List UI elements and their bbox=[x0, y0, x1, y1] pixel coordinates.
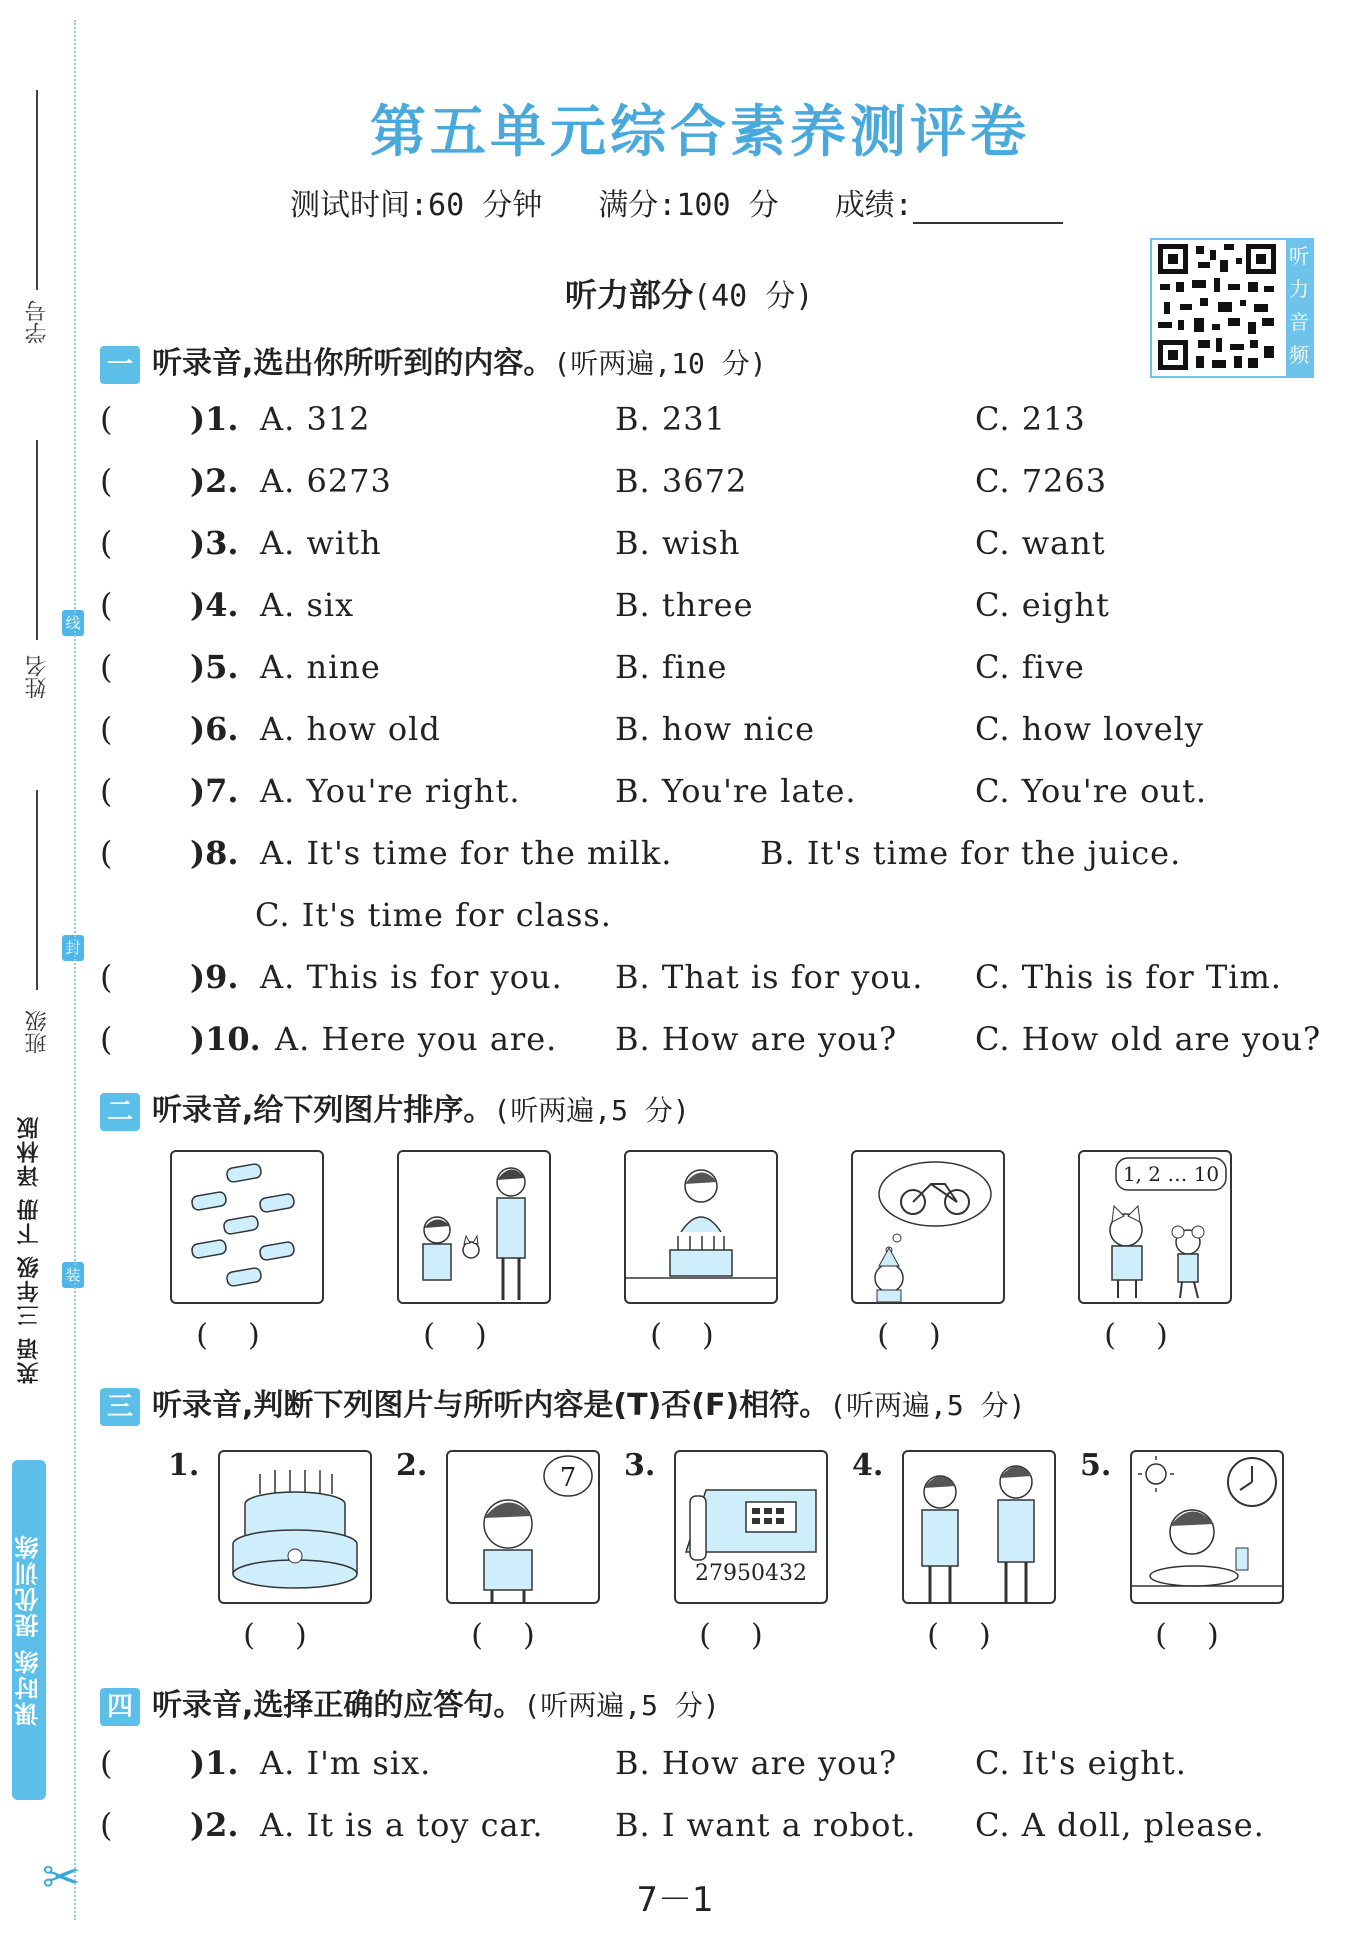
option-b: B. You're late. bbox=[615, 772, 857, 810]
section-2-heading bbox=[100, 1085, 690, 1131]
option-b: B. How are you? bbox=[615, 1744, 898, 1782]
section-4-badge: 四 bbox=[100, 1688, 140, 1726]
answer-parens[interactable]: () bbox=[196, 1318, 300, 1353]
line-tag: 线 bbox=[62, 610, 84, 636]
option-a: A. nine bbox=[260, 648, 381, 686]
book-info: 英语 三年级 下册 译林版 bbox=[17, 1115, 42, 1384]
scissors-icon: ✂ bbox=[42, 1850, 81, 1904]
page-number: 7－1 bbox=[636, 1880, 714, 1920]
section-1-title: 听录音,选出你所听到的内容。 bbox=[152, 346, 554, 381]
exam-info bbox=[290, 180, 1063, 224]
picture-telephone bbox=[674, 1450, 828, 1604]
option-a: A. with bbox=[260, 524, 382, 562]
cut-dotted-line bbox=[74, 20, 76, 1920]
answer-blank[interactable]: ( bbox=[100, 834, 113, 872]
page-title: 第五单元综合素养测评卷 bbox=[370, 99, 1030, 165]
question-number: )7. bbox=[190, 772, 239, 810]
option-a: A. I'm six. bbox=[260, 1744, 432, 1782]
answer-blank[interactable]: ( bbox=[100, 524, 113, 562]
answer-blank[interactable]: ( bbox=[100, 462, 113, 500]
answer-blank[interactable]: ( bbox=[100, 958, 113, 996]
answer-blank[interactable]: ( bbox=[100, 710, 113, 748]
student-no-line bbox=[36, 90, 38, 290]
question-number: )2. bbox=[190, 462, 239, 500]
option-a: A. It is a toy car. bbox=[260, 1806, 544, 1844]
listening-subtitle bbox=[565, 270, 813, 316]
section-3-note: (听两遍,5 分) bbox=[829, 1389, 1026, 1422]
student-no-label: 学号 bbox=[25, 300, 50, 344]
question-number: )8. bbox=[190, 834, 239, 872]
option-b: B. That is for you. bbox=[615, 958, 924, 996]
answer-parens[interactable]: () bbox=[1104, 1318, 1208, 1353]
test-time: 测试时间:60 分钟 bbox=[290, 188, 543, 223]
option-c: C. How old are you? bbox=[975, 1020, 1322, 1058]
section-3-title: 听录音,判断下列图片与所听内容是(T)否(F)相符。 bbox=[152, 1388, 830, 1423]
score-label: 成绩: bbox=[834, 188, 913, 223]
question-number: )4. bbox=[190, 586, 239, 624]
binding-margin bbox=[0, 0, 90, 1940]
option-b: B. how nice bbox=[615, 710, 815, 748]
answer-parens[interactable]: () bbox=[927, 1618, 1031, 1653]
brand-label: 课时练 提优训练 bbox=[12, 1460, 46, 1800]
section-4-note: (听两遍,5 分) bbox=[523, 1689, 720, 1722]
picture-boy-eating-clock bbox=[1130, 1450, 1284, 1604]
option-a: A. 6273 bbox=[260, 462, 392, 500]
answer-parens[interactable]: () bbox=[699, 1618, 803, 1653]
option-c: C. 213 bbox=[975, 400, 1086, 438]
name-line bbox=[36, 440, 38, 640]
option-c: C. This is for Tim. bbox=[975, 958, 1282, 996]
option-c: C. It's time for class. bbox=[255, 896, 612, 934]
option-c: C. 7263 bbox=[975, 462, 1108, 500]
answer-parens[interactable]: () bbox=[877, 1318, 981, 1353]
answer-blank[interactable]: ( bbox=[100, 1020, 113, 1058]
answer-blank[interactable]: ( bbox=[100, 1744, 113, 1782]
question-number: )6. bbox=[190, 710, 239, 748]
picture-number: 5. bbox=[1080, 1448, 1112, 1483]
option-b: B. wish bbox=[615, 524, 741, 562]
section-2-note: (听两遍,5 分) bbox=[493, 1094, 690, 1127]
listening-subtitle-points: (40 分) bbox=[693, 279, 814, 314]
full-score: 满分:100 分 bbox=[598, 188, 779, 223]
picture-dream-bike bbox=[851, 1150, 1005, 1304]
question-number: )5. bbox=[190, 648, 239, 686]
question-number: )3. bbox=[190, 524, 239, 562]
section-1-heading bbox=[100, 338, 767, 384]
answer-blank[interactable]: ( bbox=[100, 772, 113, 810]
question-number: )9. bbox=[190, 958, 239, 996]
question-number: )1. bbox=[190, 400, 239, 438]
answer-parens[interactable]: () bbox=[1155, 1618, 1259, 1653]
qr-code-icon bbox=[1158, 244, 1276, 370]
option-b: B. 3672 bbox=[615, 462, 748, 500]
option-c: C. You're out. bbox=[975, 772, 1208, 810]
picture-birthday-cake-girl bbox=[624, 1150, 778, 1304]
answer-blank[interactable]: ( bbox=[100, 586, 113, 624]
option-c: C. how lovely bbox=[975, 710, 1204, 748]
section-4-title: 听录音,选择正确的应答句。 bbox=[152, 1688, 524, 1723]
picture-number: 2. bbox=[396, 1448, 428, 1483]
question-number: )10. bbox=[190, 1020, 261, 1058]
option-a: A. It's time for the milk. bbox=[260, 834, 673, 872]
option-c: C. want bbox=[975, 524, 1106, 562]
section-3-heading bbox=[100, 1380, 1026, 1426]
option-b: B. fine bbox=[615, 648, 728, 686]
qr-code[interactable] bbox=[1150, 238, 1314, 378]
qr-audio-label: 听力音频 bbox=[1286, 240, 1312, 376]
picture-boy-thinks-seven bbox=[446, 1450, 600, 1604]
section-2-title: 听录音,给下列图片排序。 bbox=[152, 1093, 494, 1128]
answer-blank[interactable]: ( bbox=[100, 1806, 113, 1844]
picture-two-boys-talking bbox=[902, 1450, 1056, 1604]
answer-blank[interactable]: ( bbox=[100, 648, 113, 686]
picture-cat-mouse-counting bbox=[1078, 1150, 1232, 1304]
class-line bbox=[36, 790, 38, 990]
section-3-badge: 三 bbox=[100, 1388, 140, 1426]
option-c: C. It's eight. bbox=[975, 1744, 1187, 1782]
picture-number: 4. bbox=[852, 1448, 884, 1483]
option-b: B. It's time for the juice. bbox=[760, 834, 1182, 872]
count-bubble-text: 1, 2 … 10 bbox=[1122, 1162, 1220, 1186]
picture-number: 3. bbox=[624, 1448, 656, 1483]
answer-parens[interactable]: () bbox=[471, 1618, 575, 1653]
listening-subtitle-main: 听力部分 bbox=[565, 276, 694, 314]
answer-parens[interactable]: () bbox=[423, 1318, 527, 1353]
section-1-note: (听两遍,10 分) bbox=[553, 347, 767, 380]
option-c: C. A doll, please. bbox=[975, 1806, 1265, 1844]
class-label: 班级 bbox=[25, 1010, 50, 1054]
option-a: A. 312 bbox=[260, 400, 371, 438]
option-b: B. How are you? bbox=[615, 1020, 898, 1058]
question-number: )2. bbox=[190, 1806, 239, 1844]
option-a: A. how old bbox=[260, 710, 441, 748]
option-b: B. I want a robot. bbox=[615, 1806, 917, 1844]
picture-pencil-cases bbox=[170, 1150, 324, 1304]
option-b: B. three bbox=[615, 586, 754, 624]
score-blank[interactable] bbox=[913, 192, 1063, 224]
section-4-heading bbox=[100, 1680, 720, 1726]
option-a: A. You're right. bbox=[260, 772, 521, 810]
section-2-badge: 二 bbox=[100, 1093, 140, 1131]
option-c: C. eight bbox=[975, 586, 1110, 624]
picture-number: 1. bbox=[168, 1448, 200, 1483]
answer-parens[interactable]: () bbox=[243, 1618, 347, 1653]
question-number: )1. bbox=[190, 1744, 239, 1782]
answer-blank[interactable]: ( bbox=[100, 400, 113, 438]
tear-tag: 装 bbox=[62, 1262, 84, 1288]
picture-cake bbox=[218, 1450, 372, 1604]
name-label: 姓名 bbox=[25, 655, 50, 699]
option-c: C. five bbox=[975, 648, 1085, 686]
option-b: B. 231 bbox=[615, 400, 726, 438]
option-a: A. six bbox=[260, 586, 355, 624]
section-1-badge: 一 bbox=[100, 346, 140, 384]
option-a: A. Here you are. bbox=[275, 1020, 558, 1058]
seal-tag: 封 bbox=[62, 935, 84, 961]
picture-boy-gives-cat bbox=[397, 1150, 551, 1304]
answer-parens[interactable]: () bbox=[650, 1318, 754, 1353]
thought-seven-text: 7 bbox=[559, 1463, 577, 1493]
phone-number-text: 27950432 bbox=[695, 1561, 807, 1586]
option-a: A. This is for you. bbox=[260, 958, 563, 996]
